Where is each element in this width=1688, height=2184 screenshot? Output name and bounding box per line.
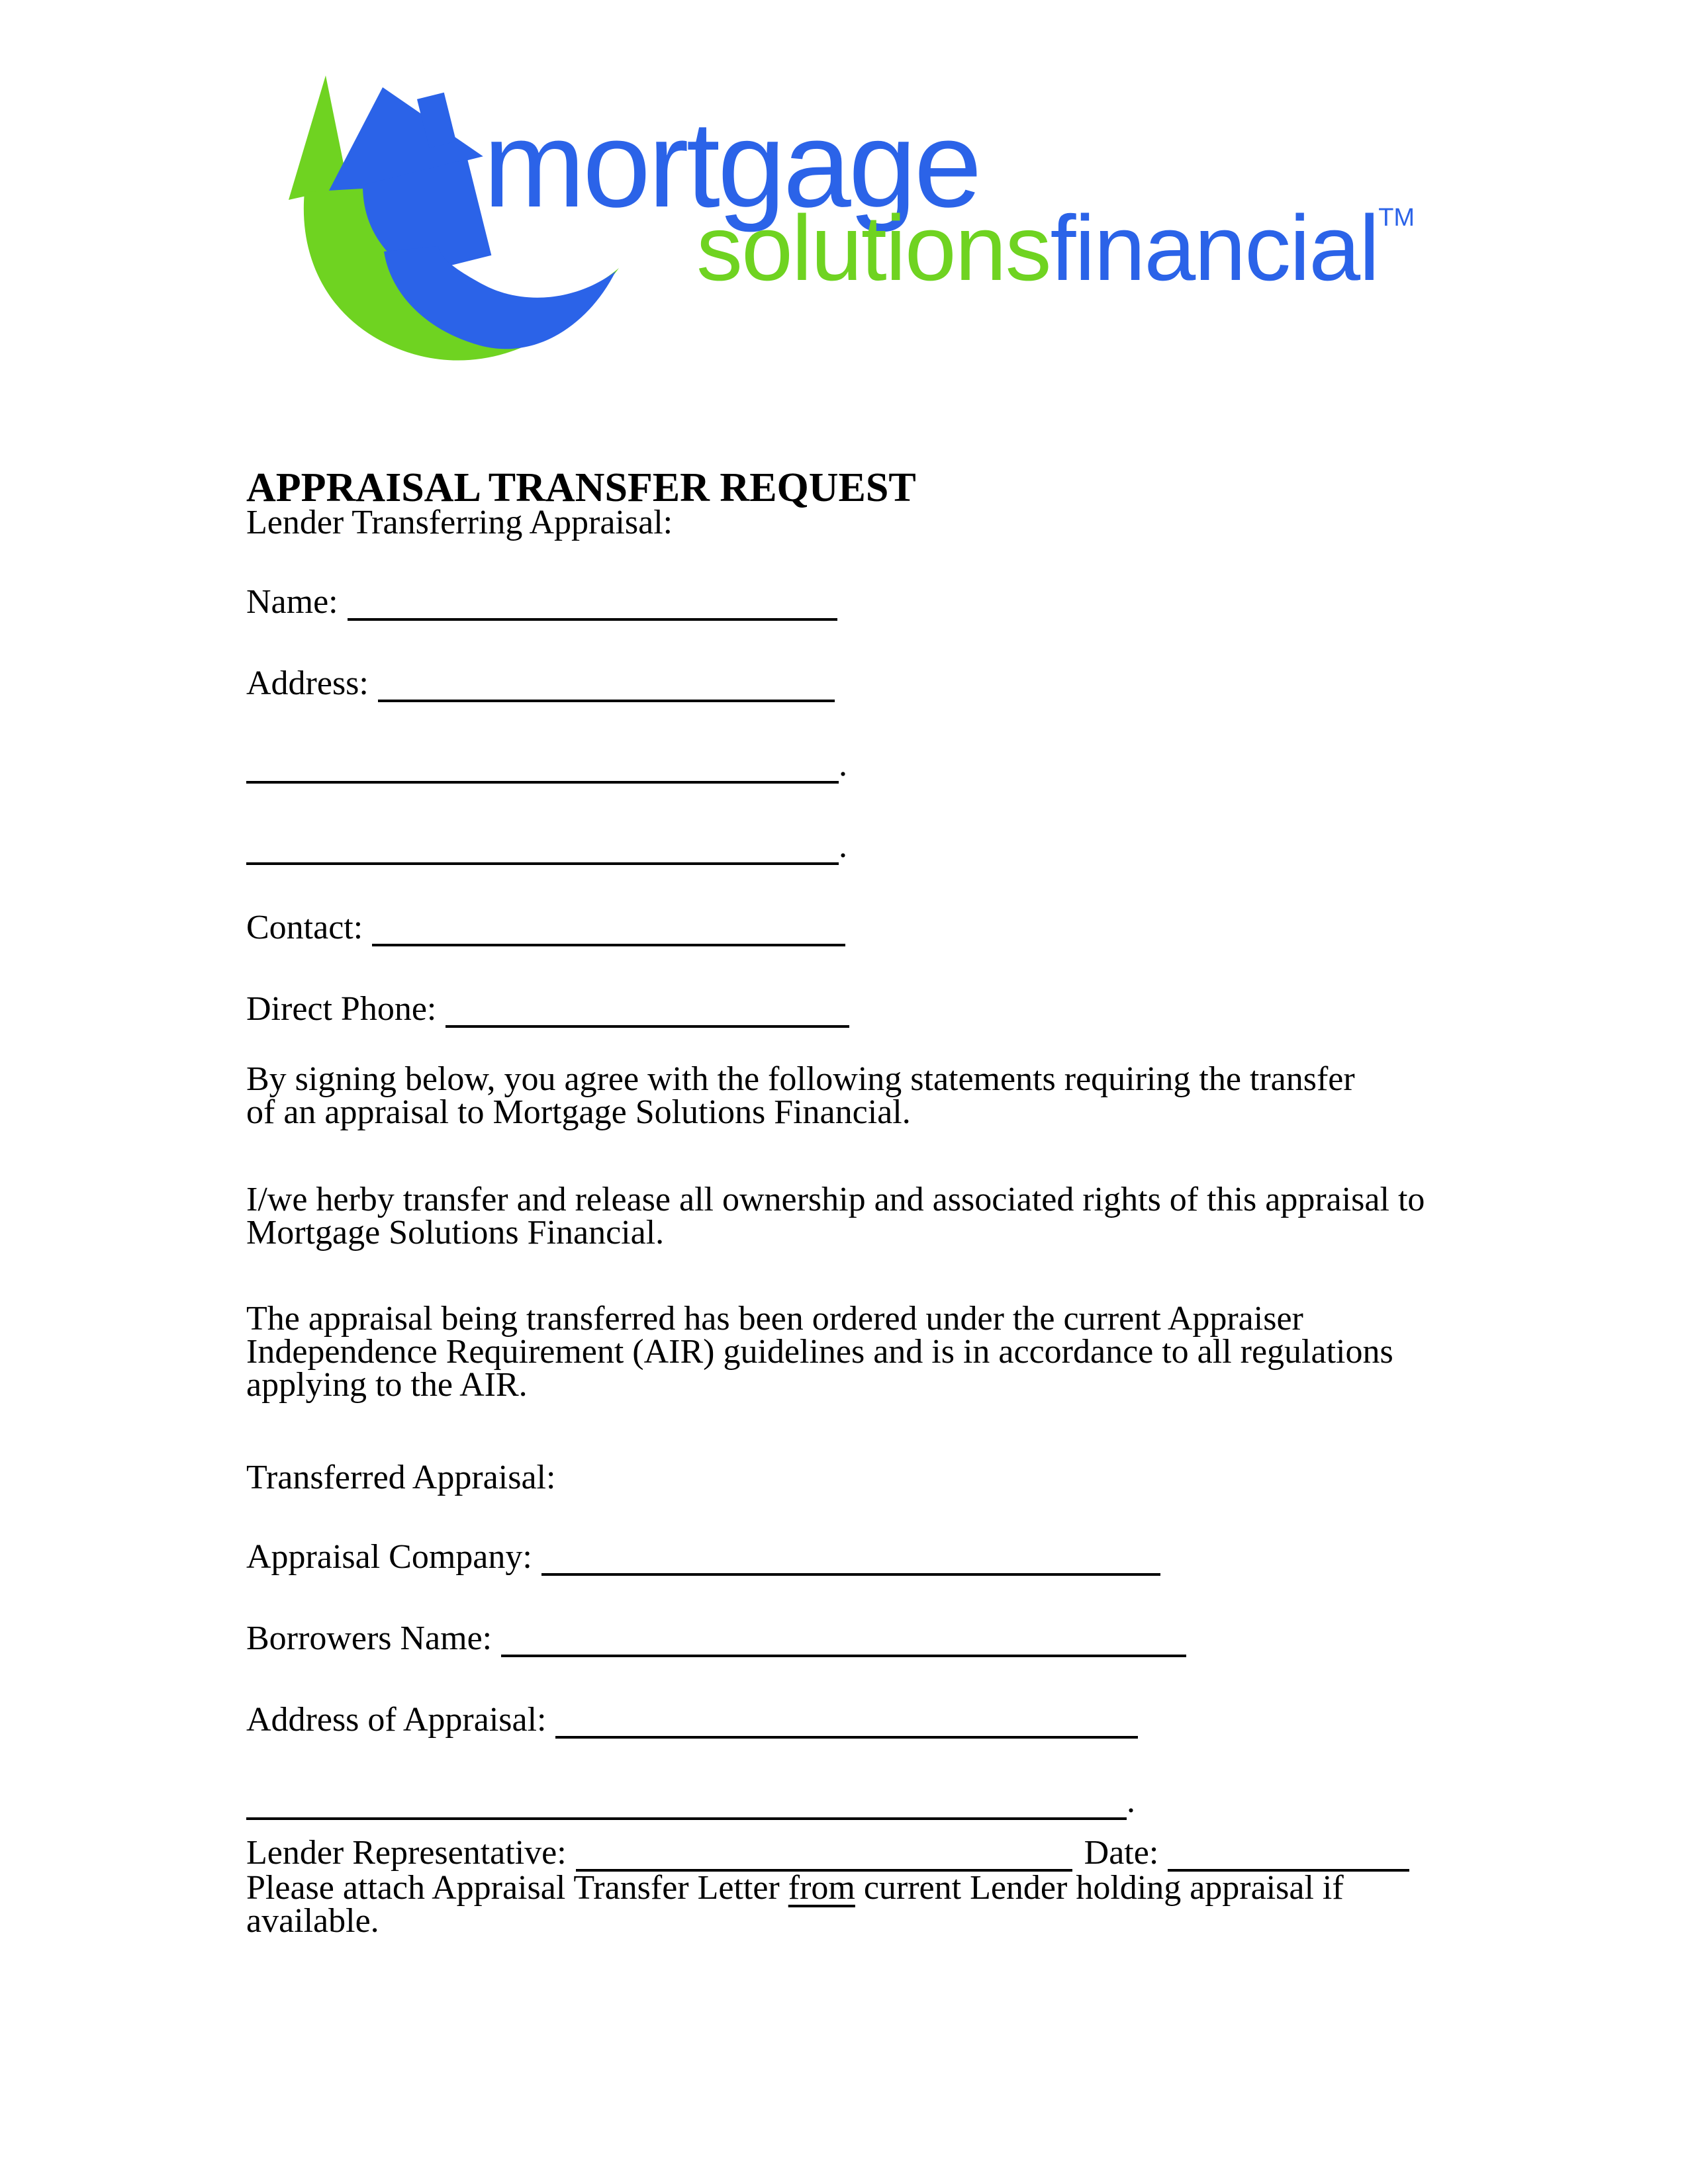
note-line: available. <box>246 1902 379 1940</box>
appraisal-address-line2-period: . <box>1127 1782 1135 1820</box>
logo-word-solutions: solutions <box>696 196 1051 300</box>
paragraph-line: of an appraisal to Mortgage Solutions Financial. <box>246 1093 911 1131</box>
note-word-from-underlined: from <box>788 1869 855 1907</box>
date-label: Date: <box>1084 1834 1159 1872</box>
appraisal-company-blank-line[interactable] <box>541 1545 1160 1576</box>
appraisal-company-field <box>246 1538 1446 1576</box>
note-line <box>246 1869 1446 1907</box>
address-of-appraisal-field <box>246 1701 1446 1739</box>
address-of-appraisal-label: Address of Appraisal: <box>246 1701 547 1739</box>
address-line3-field <box>246 827 1446 865</box>
direct-phone-label: Direct Phone: <box>246 990 437 1028</box>
direct-phone-blank-line[interactable] <box>445 997 849 1028</box>
lender-representative-blank-line[interactable] <box>576 1841 1072 1872</box>
transfer-release-paragraph <box>246 1183 1446 1250</box>
paragraph-line: Independence Requirement (AIR) guidelines and is in accordance to all regulations <box>246 1333 1393 1371</box>
address-line2-period: . <box>839 746 847 784</box>
contact-label: Contact: <box>246 909 363 946</box>
lender-representative-field <box>246 1834 1446 1872</box>
name-blank-line[interactable] <box>348 590 837 621</box>
borrowers-name-label: Borrowers Name: <box>246 1619 492 1657</box>
paragraph-line: I/we herby transfer and release all ownership and associated rights of this appraisal to <box>246 1181 1425 1218</box>
note-text-pre: Please attach Appraisal Transfer Letter <box>246 1869 788 1907</box>
name-field <box>246 583 1446 621</box>
address-field <box>246 664 1446 702</box>
lender-transferring-appraisal-label: Lender Transferring Appraisal: <box>246 504 673 541</box>
date-blank-line[interactable] <box>1168 1841 1409 1872</box>
paragraph-line: Mortgage Solutions Financial. <box>246 1214 665 1251</box>
paragraph-line: applying to the AIR. <box>246 1366 528 1404</box>
address-line3-period: . <box>839 827 847 865</box>
name-label: Name: <box>246 583 338 621</box>
agreement-paragraph <box>246 1060 1446 1131</box>
transferred-appraisal-heading: Transferred Appraisal: <box>246 1459 556 1496</box>
direct-phone-field <box>246 990 1446 1028</box>
address-label: Address: <box>246 664 369 702</box>
borrowers-name-blank-line[interactable] <box>501 1627 1186 1657</box>
paragraph-line: The appraisal being transferred has been ordered under the current Appraiser <box>246 1300 1303 1338</box>
address-blank-line[interactable] <box>378 672 835 702</box>
note-text-post: current Lender holding appraisal if <box>855 1869 1344 1907</box>
document-body <box>246 465 1446 1940</box>
air-compliance-paragraph <box>246 1302 1446 1402</box>
address-line2-field <box>246 746 1446 784</box>
appraisal-address-line2-field <box>246 1782 1446 1820</box>
borrowers-name-field <box>246 1619 1446 1657</box>
paragraph-line: By signing below, you agree with the following statements requiring the transfer <box>246 1060 1355 1098</box>
address-of-appraisal-blank-line[interactable] <box>555 1708 1138 1739</box>
attach-letter-note <box>246 1869 1446 1940</box>
page-title: APPRAISAL TRANSFER REQUEST <box>246 465 916 510</box>
logo-word-financial: financial <box>1050 196 1379 300</box>
address-line3-blank-line[interactable] <box>246 835 839 865</box>
contact-blank-line[interactable] <box>372 916 845 946</box>
mortgage-solutions-financial-logo <box>285 63 1450 381</box>
appraisal-address-line2-blank-line[interactable] <box>246 1790 1127 1820</box>
appraisal-company-label: Appraisal Company: <box>246 1538 532 1576</box>
logo-line-solutions-financial: solutionsfinancialTM <box>696 196 1415 300</box>
lender-representative-label: Lender Representative: <box>246 1834 567 1872</box>
contact-field <box>246 911 1446 946</box>
logo-word-mortgage: mortgage <box>483 97 980 233</box>
address-line2-blank-line[interactable] <box>246 753 839 784</box>
